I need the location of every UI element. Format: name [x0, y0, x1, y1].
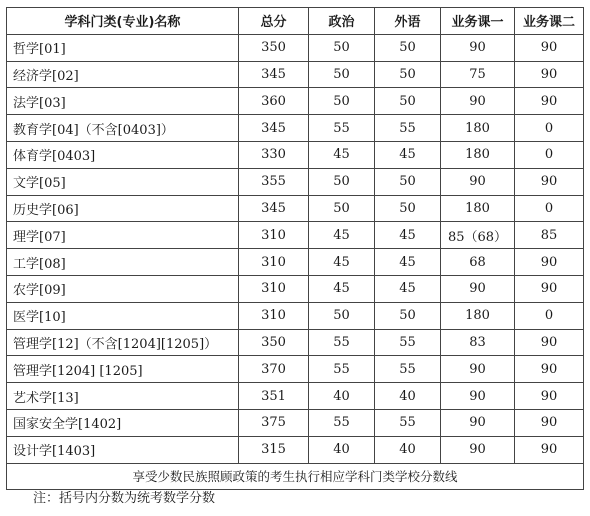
score-cell: 68 [441, 249, 515, 276]
header-cell: 业务课一 [441, 8, 515, 35]
subject-name-cell: 教育学[04]（不含[0403]） [7, 115, 239, 142]
score-cell: 50 [309, 168, 375, 195]
score-cell: 310 [239, 302, 309, 329]
score-cell: 90 [441, 436, 515, 463]
score-cell: 55 [309, 356, 375, 383]
score-cell: 0 [515, 302, 584, 329]
score-cell: 55 [375, 356, 441, 383]
header-row [7, 8, 584, 35]
score-cell: 40 [375, 436, 441, 463]
score-cell: 350 [239, 34, 309, 61]
score-cell: 45 [309, 275, 375, 302]
score-cell: 90 [441, 356, 515, 383]
score-cell: 351 [239, 383, 309, 410]
subject-name-cell: 医学[10] [7, 302, 239, 329]
score-cell: 90 [515, 249, 584, 276]
score-cell: 0 [515, 141, 584, 168]
score-cell: 90 [515, 329, 584, 356]
table-row [7, 168, 584, 195]
score-cell: 75 [441, 61, 515, 88]
score-cell: 350 [239, 329, 309, 356]
footer-row [7, 463, 584, 490]
score-cell: 90 [441, 275, 515, 302]
score-cell: 40 [309, 383, 375, 410]
score-cell: 90 [515, 168, 584, 195]
header-cell: 外语 [375, 8, 441, 35]
score-cell: 50 [375, 61, 441, 88]
score-cell: 90 [441, 168, 515, 195]
score-cell: 180 [441, 195, 515, 222]
score-cell: 310 [239, 222, 309, 249]
score-cell: 85（68） [441, 222, 515, 249]
table-row [7, 141, 584, 168]
score-cell: 310 [239, 249, 309, 276]
score-cell: 90 [515, 34, 584, 61]
score-cell: 45 [375, 141, 441, 168]
subject-name-cell: 文学[05] [7, 168, 239, 195]
score-cell: 55 [309, 409, 375, 436]
note-text: 注：括号内分数为统考数学分数 [33, 491, 216, 506]
score-cell: 370 [239, 356, 309, 383]
subject-name-cell: 经济学[02] [7, 61, 239, 88]
subject-name-cell: 农学[09] [7, 275, 239, 302]
score-cell: 180 [441, 302, 515, 329]
score-cell: 90 [515, 436, 584, 463]
table-row [7, 88, 584, 115]
score-cell: 50 [309, 61, 375, 88]
table-row [7, 222, 584, 249]
score-cell: 55 [309, 329, 375, 356]
score-cell: 0 [515, 115, 584, 142]
score-cell: 345 [239, 61, 309, 88]
score-cell: 50 [375, 34, 441, 61]
table-row [7, 115, 584, 142]
table-row [7, 436, 584, 463]
subject-name-cell: 历史学[06] [7, 195, 239, 222]
table-row [7, 34, 584, 61]
score-cell: 315 [239, 436, 309, 463]
score-cell: 45 [309, 249, 375, 276]
subject-name-cell: 工学[08] [7, 249, 239, 276]
score-cell: 45 [375, 249, 441, 276]
score-cell: 50 [375, 302, 441, 329]
score-cell: 85 [515, 222, 584, 249]
score-cell: 330 [239, 141, 309, 168]
score-cell: 50 [375, 195, 441, 222]
subject-name-cell: 管理学[1204] [1205] [7, 356, 239, 383]
subject-name-cell: 理学[07] [7, 222, 239, 249]
score-cell: 0 [515, 195, 584, 222]
score-cell: 90 [441, 383, 515, 410]
score-cell: 45 [309, 141, 375, 168]
table-row [7, 356, 584, 383]
score-cell: 90 [515, 383, 584, 410]
subject-name-cell: 管理学[12]（不含[1204][1205]） [7, 329, 239, 356]
score-table [6, 7, 584, 490]
score-cell: 375 [239, 409, 309, 436]
score-cell: 90 [441, 409, 515, 436]
subject-name-cell: 国家安全学[1402] [7, 409, 239, 436]
score-cell: 55 [375, 115, 441, 142]
score-cell: 50 [375, 88, 441, 115]
table-row [7, 61, 584, 88]
score-cell: 345 [239, 115, 309, 142]
header-cell: 总分 [239, 8, 309, 35]
score-cell: 180 [441, 115, 515, 142]
table-row [7, 195, 584, 222]
score-cell: 90 [441, 34, 515, 61]
score-cell: 40 [375, 383, 441, 410]
table-row [7, 329, 584, 356]
subject-name-cell: 体育学[0403] [7, 141, 239, 168]
table-row [7, 302, 584, 329]
table-row [7, 409, 584, 436]
score-cell: 50 [309, 195, 375, 222]
score-cell: 180 [441, 141, 515, 168]
score-cell: 45 [309, 222, 375, 249]
table-row [7, 275, 584, 302]
table-row [7, 383, 584, 410]
score-cell: 50 [309, 302, 375, 329]
table-row [7, 249, 584, 276]
score-cell: 355 [239, 168, 309, 195]
score-cell: 55 [375, 409, 441, 436]
score-cell: 40 [309, 436, 375, 463]
subject-name-cell: 法学[03] [7, 88, 239, 115]
header-cell: 学科门类(专业)名称 [7, 8, 239, 35]
score-cell: 50 [309, 34, 375, 61]
score-cell: 90 [515, 61, 584, 88]
table-body [7, 34, 584, 463]
score-cell: 90 [515, 356, 584, 383]
score-cell: 310 [239, 275, 309, 302]
footer-note: 享受少数民族照顾政策的考生执行相应学科门类学校分数线 [7, 463, 584, 490]
score-cell: 360 [239, 88, 309, 115]
subject-name-cell: 哲学[01] [7, 34, 239, 61]
score-cell: 90 [515, 88, 584, 115]
score-cell: 50 [309, 88, 375, 115]
score-cell: 55 [375, 329, 441, 356]
score-cell: 83 [441, 329, 515, 356]
score-cell: 345 [239, 195, 309, 222]
subject-name-cell: 艺术学[13] [7, 383, 239, 410]
score-cell: 45 [375, 222, 441, 249]
score-cell: 90 [515, 275, 584, 302]
score-cell: 55 [309, 115, 375, 142]
score-cell: 45 [375, 275, 441, 302]
score-cell: 50 [375, 168, 441, 195]
score-cell: 90 [441, 88, 515, 115]
score-cell: 90 [515, 409, 584, 436]
header-cell: 业务课二 [515, 8, 584, 35]
subject-name-cell: 设计学[1403] [7, 436, 239, 463]
header-cell: 政治 [309, 8, 375, 35]
